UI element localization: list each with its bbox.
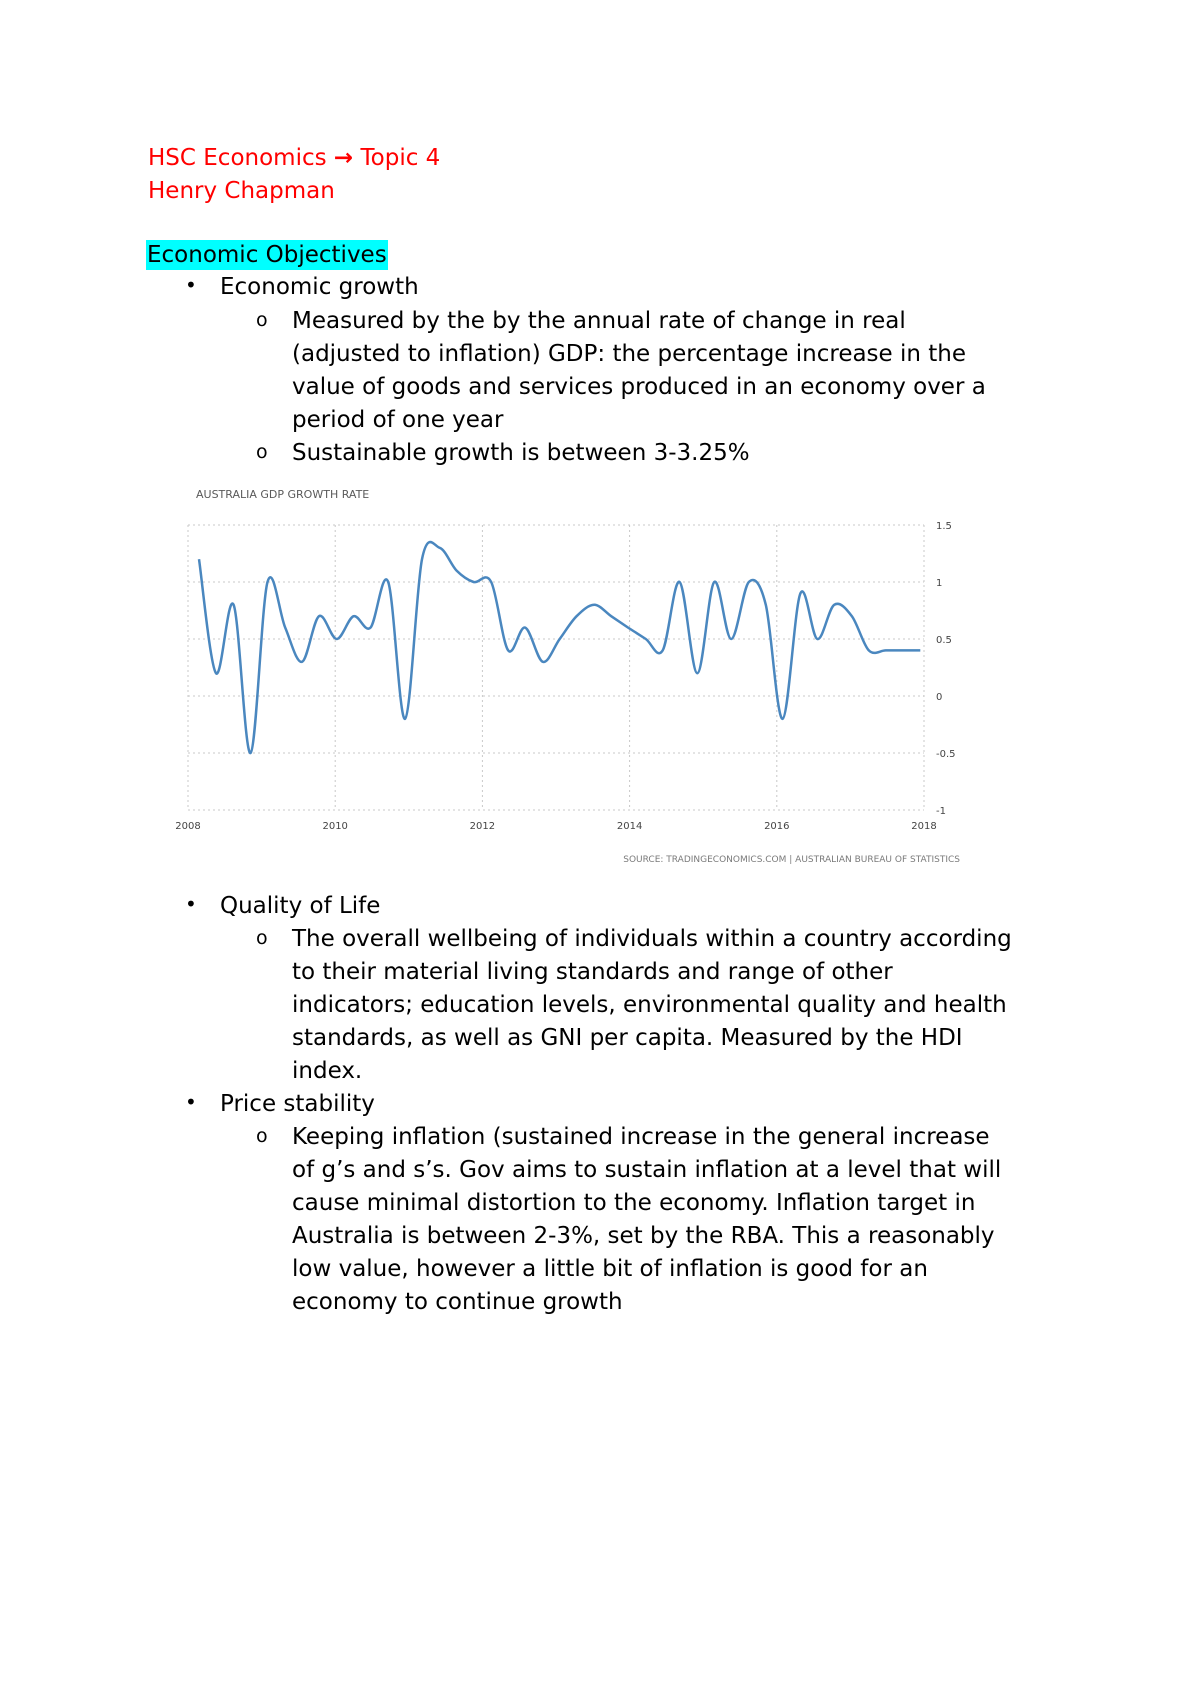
bullet-title-price-stability: Price stability — [220, 1091, 375, 1117]
text-line: index. — [292, 1058, 363, 1084]
data-point — [645, 638, 647, 640]
chart-source: SOURCE: TRADINGECONOMICS.COM | AUSTRALIAN BUREAU OF STATISTICS — [623, 855, 960, 865]
data-point — [885, 649, 887, 651]
data-point — [439, 547, 441, 549]
data-point — [318, 615, 320, 617]
data-point — [404, 718, 406, 720]
author-name: Henry Chapman — [148, 178, 335, 204]
data-point — [284, 627, 286, 629]
data-point — [559, 638, 561, 640]
topic-label: Topic 4 — [360, 145, 441, 171]
gdp-growth-chart — [172, 485, 972, 875]
y-tick-label: -0.5 — [936, 749, 956, 760]
y-tick-label: 0 — [936, 692, 943, 703]
x-tick-label: 2014 — [616, 821, 643, 832]
data-point — [851, 615, 853, 617]
data-point — [542, 661, 544, 663]
data-point — [662, 649, 664, 651]
bullet-marker: • — [185, 1090, 197, 1114]
data-point — [387, 581, 389, 583]
data-point — [610, 615, 612, 617]
data-point — [816, 638, 818, 640]
data-point — [627, 627, 629, 629]
text-line: Keeping inflation (sustained increase in the general increase — [292, 1124, 990, 1150]
x-tick-label: 2012 — [469, 821, 496, 832]
data-point — [765, 604, 767, 606]
y-tick-label: 1 — [936, 578, 943, 589]
data-point — [301, 661, 303, 663]
text-line: to their material living standards and range of other — [292, 959, 893, 985]
data-point — [353, 615, 355, 617]
sub-bullet-marker: o — [256, 1125, 268, 1147]
data-point — [267, 581, 269, 583]
data-point — [215, 672, 217, 674]
document-title — [148, 143, 440, 173]
text-line: economy to continue growth — [292, 1289, 623, 1315]
data-point — [748, 581, 750, 583]
data-point — [456, 570, 458, 572]
text-line: Australia is between 2-3%, set by the RBA. This a reasonably — [292, 1223, 995, 1249]
text-line: Sustainable growth is between 3-3.25% — [292, 440, 750, 466]
gdp-series-line — [199, 542, 920, 753]
data-point — [507, 649, 509, 651]
y-tick-label: -1 — [936, 806, 946, 817]
course-name: HSC Economics — [148, 145, 327, 171]
y-tick-label: 0.5 — [936, 635, 952, 646]
bullet-marker: • — [185, 892, 197, 916]
data-point — [799, 592, 801, 594]
data-point — [198, 558, 200, 560]
bullet-title-quality-of-life: Quality of Life — [220, 893, 381, 919]
data-point — [473, 581, 475, 583]
y-tick-label: 1.5 — [936, 521, 952, 532]
text-line: Measured by the by the annual rate of change in real — [292, 308, 906, 334]
text-line: value of goods and services produced in an economy over a — [292, 374, 986, 400]
text-line: indicators; education levels, environmental quality and health — [292, 992, 1007, 1018]
x-tick-label: 2008 — [175, 821, 201, 832]
bullet-marker: • — [185, 273, 197, 297]
section-heading: Economic Objectives — [147, 242, 387, 268]
chart-series — [198, 542, 921, 754]
data-point — [919, 649, 921, 651]
data-point — [730, 638, 732, 640]
text-line: (adjusted to inflation) GDP: the percentage increase in the — [292, 341, 967, 367]
text-line: period of one year — [292, 407, 504, 433]
x-tick-label: 2010 — [322, 821, 348, 832]
text-line: low value, however a little bit of inflation is good for an — [292, 1256, 928, 1282]
chart-gridlines — [188, 525, 924, 810]
text-line: cause minimal distortion to the economy. Inflation target in — [292, 1190, 976, 1216]
chart-ticks — [175, 521, 955, 832]
chart-title: AUSTRALIA GDP GROWTH RATE — [196, 488, 370, 501]
text-line: standards, as well as GNI per capita. Measured by the HDI — [292, 1025, 963, 1051]
data-point — [524, 627, 526, 629]
data-point — [593, 604, 595, 606]
arrow-icon: → — [333, 145, 354, 171]
x-tick-label: 2016 — [764, 821, 790, 832]
x-tick-label: 2018 — [911, 821, 937, 832]
bullet-title-economic-growth: Economic growth — [220, 274, 419, 300]
data-point — [250, 752, 252, 754]
text-line: The overall wellbeing of individuals within a country according — [292, 926, 1012, 952]
sub-bullet-marker: o — [256, 309, 268, 331]
data-point — [336, 638, 338, 640]
data-point — [868, 649, 870, 651]
data-point — [679, 581, 681, 583]
data-point — [421, 558, 423, 560]
data-point — [696, 672, 698, 674]
data-point — [782, 718, 784, 720]
sub-bullet-marker: o — [256, 441, 268, 463]
data-point — [833, 604, 835, 606]
data-point — [576, 615, 578, 617]
data-point — [713, 581, 715, 583]
data-point — [902, 649, 904, 651]
data-point — [490, 581, 492, 583]
data-point — [233, 604, 235, 606]
sub-bullet-marker: o — [256, 927, 268, 949]
data-point — [370, 627, 372, 629]
text-line: of g’s and s’s. Gov aims to sustain inflation at a level that will — [292, 1157, 1002, 1183]
